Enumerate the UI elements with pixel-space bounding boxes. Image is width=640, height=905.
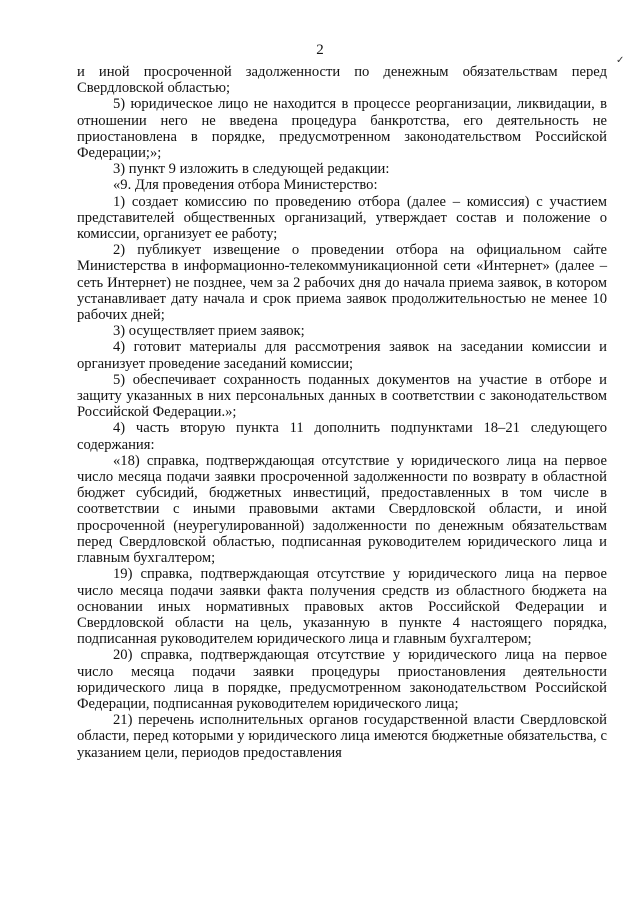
paragraph-continuation: и иной просроченной задолженности по денежным обязательствам перед Свердловской областью;: [77, 64, 607, 97]
paragraph-subitem-3: 3) осуществляет прием заявок;: [113, 323, 305, 340]
paragraph-item-5-reorganization: 5) юридическое лицо не находится в процессе реорганизации, ликвидации, в отношении него не введена процедура банкротства, его деятельность не приостановлена в порядке, предусмотренном законодательством Российской Федерации;»;: [77, 96, 607, 162]
paragraph-subitem-21: 21) перечень исполнительных органов государственной власти Свердловской области, перед которыми у юридического лица имеются бюджетные обязательства, с указанием цели, периодов предоставления: [77, 712, 607, 761]
check-mark-icon: ✓: [616, 55, 625, 66]
paragraph-subitem-1: 1) создает комиссию по проведению отбора (далее – комиссия) с участием представителей общественных организаций, утверждает состав и положение о комиссии, организует ее работу;: [77, 193, 607, 243]
paragraph-subitem-4: 4) готовит материалы для рассмотрения заявок на заседании комиссии и организует проведение заседаний комиссии;: [77, 339, 607, 372]
paragraph-subitem-19: 19) справка, подтверждающая отсутствие у юридического лица на первое число месяца подачи заявки факта получения средств из областного бюджета на основании иных нормативных правовых актов Российской Федерации и Свердловской области на цель, указанную в пункте 4 настоящего порядка, подписанная руководителем юридического лица и главным бухгалтером;: [77, 566, 607, 648]
paragraph-amendment-4: 4) часть вторую пункта 11 дополнить подпунктами 18–21 следующего содержания:: [77, 420, 607, 453]
paragraph-subitem-2: 2) публикует извещение о проведении отбора на официальном сайте Министерства в информационно-телекоммуникационной сети «Интернет» (далее – сеть Интернет) не позднее, чем за 2 рабочих дня до начала приема заявок, в котором устанавливает дату начала и срок приема заявок продолжительностью не менее 10 рабочих дней;: [77, 242, 607, 324]
paragraph-subitem-18: «18) справка, подтверждающая отсутствие у юридического лица на первое число месяца подачи заявки просроченной задолженности по возврату в областной бюджет субсидий, бюджетных инвестиций, предоставленных в том числе в соответствии с иными правовыми актами Свердловской области, и иной просроченной (неурегулированной) задолженности по денежным обязательствам перед Свердловской областью, подписанная руководителем юридического лица и главным бухгалтером;: [77, 452, 607, 567]
paragraph-subitem-5: 5) обеспечивает сохранность поданных документов на участие в отборе и защиту указанных в них персональных данных в соответствии с законодательством Российской Федерации.»;: [77, 371, 607, 421]
paragraph-point-9-heading: «9. Для проведения отбора Министерство:: [113, 177, 378, 194]
page-number: 2: [316, 42, 324, 58]
paragraph-subitem-20: 20) справка, подтверждающая отсутствие у юридического лица на первое число месяца подачи заявки процедуры приостановления деятельности юридического лица в порядке, предусмотренном законодательством Российской Федерации, подписанная руководителем юридического лица;: [77, 647, 607, 712]
paragraph-amendment-3: 3) пункт 9 изложить в следующей редакции:: [113, 161, 390, 178]
document-body: [77, 64, 607, 761]
